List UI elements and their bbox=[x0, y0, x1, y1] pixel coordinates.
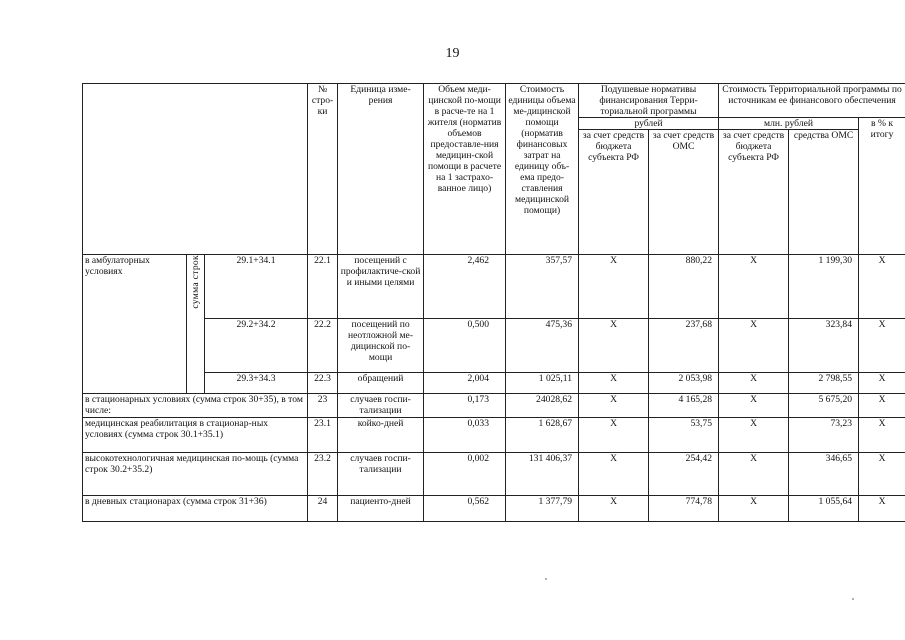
header-mln-rubles: млн. рублей bbox=[719, 118, 859, 130]
scan-speck bbox=[545, 578, 547, 580]
row-t-budget: X bbox=[719, 394, 789, 418]
row-cost: 24028,62 bbox=[506, 394, 579, 418]
row-volume: 0,562 bbox=[424, 496, 506, 522]
row-oms: 2 053,98 bbox=[649, 373, 719, 394]
row-t-budget: X bbox=[719, 453, 789, 496]
row-volume: 0,002 bbox=[424, 453, 506, 496]
row-volume: 2,004 bbox=[424, 373, 506, 394]
row-cost: 475,36 bbox=[506, 319, 579, 373]
row-t-oms: 323,84 bbox=[789, 319, 859, 373]
row-oms: 53,75 bbox=[649, 418, 719, 453]
header-per-capita: Подушевые нормативы финансирования Терри-ториальной программы bbox=[579, 84, 719, 118]
row-oms: 774,78 bbox=[649, 496, 719, 522]
header-row-1 bbox=[83, 84, 905, 118]
header-percent: в % к итогу bbox=[859, 118, 905, 255]
row-unit: пациенто-дней bbox=[338, 496, 424, 522]
vertical-label: сумма строк bbox=[190, 255, 201, 309]
page-number: 19 bbox=[445, 46, 460, 61]
header-t-budget: за счет средств бюджета субъекта РФ bbox=[719, 130, 789, 255]
financing-table bbox=[82, 83, 905, 522]
header-unit: Единица изме-рения bbox=[338, 84, 424, 255]
row-volume: 0,033 bbox=[424, 418, 506, 453]
row-oms: 237,68 bbox=[649, 319, 719, 373]
row-label: в дневных стационарах (сумма строк 31+36) bbox=[83, 496, 308, 522]
row-number: 23.2 bbox=[308, 453, 338, 496]
table-row bbox=[83, 418, 905, 453]
row-unit: койко-дней bbox=[338, 418, 424, 453]
table-row bbox=[83, 373, 905, 394]
row-number: 23.1 bbox=[308, 418, 338, 453]
row-budget: X bbox=[579, 418, 649, 453]
row-t-budget: X bbox=[719, 496, 789, 522]
header-territorial: Стоимость Территориальной программы по источникам ее финансового обеспечения bbox=[719, 84, 905, 118]
row-budget: X bbox=[579, 496, 649, 522]
row-label: в стационарных условиях (сумма строк 30+35), в том числе: bbox=[83, 394, 308, 418]
row-number: 23 bbox=[308, 394, 338, 418]
row-volume: 2,462 bbox=[424, 255, 506, 319]
row-volume: 0,500 bbox=[424, 319, 506, 373]
row-unit: посещений с профилактиче-ской и иными целями bbox=[338, 255, 424, 319]
row-label: высокотехнологичная медицинская по-мощь (сумма строк 30.2+35.2) bbox=[83, 453, 308, 496]
row-t-oms: 5 675,20 bbox=[789, 394, 859, 418]
table-row bbox=[83, 255, 905, 319]
row-oms: 254,42 bbox=[649, 453, 719, 496]
row-budget: X bbox=[579, 453, 649, 496]
row-t-budget: X bbox=[719, 255, 789, 319]
row-budget: X bbox=[579, 319, 649, 373]
row-unit: случаев госпи-тализации bbox=[338, 453, 424, 496]
row-t-budget: X bbox=[719, 319, 789, 373]
row-cost: 131 406,37 bbox=[506, 453, 579, 496]
row-pct: X bbox=[859, 453, 905, 496]
row-sum: 29.2+34.2 bbox=[205, 319, 308, 373]
row-budget: X bbox=[579, 255, 649, 319]
header-budget: за счет средств бюджета субъекта РФ bbox=[579, 130, 649, 255]
table-row bbox=[83, 394, 905, 418]
header-empty-cell bbox=[83, 84, 308, 255]
row-sum: 29.1+34.1 bbox=[205, 255, 308, 319]
row-label: в амбулаторных условиях bbox=[83, 255, 187, 394]
table-row bbox=[83, 453, 905, 496]
row-pct: X bbox=[859, 373, 905, 394]
row-label: медицинская реабилитация в стационар-ных условиях (сумма строк 30.1+35.1) bbox=[83, 418, 308, 453]
row-t-oms: 346,65 bbox=[789, 453, 859, 496]
row-unit: посещений по неотложной ме-дицинской по-мощи bbox=[338, 319, 424, 373]
row-budget: X bbox=[579, 373, 649, 394]
header-row-number: № стро-ки bbox=[308, 84, 338, 255]
header-cost: Стоимость единицы объема ме-дицинской помощи (норматив финансовых затрат на единицу объ-ема предо-ставления медицинской помощи) bbox=[506, 84, 579, 255]
row-budget: X bbox=[579, 394, 649, 418]
row-pct: X bbox=[859, 319, 905, 373]
row-pct: X bbox=[859, 394, 905, 418]
row-cost: 1 377,79 bbox=[506, 496, 579, 522]
row-oms: 4 165,28 bbox=[649, 394, 719, 418]
row-cost: 357,57 bbox=[506, 255, 579, 319]
scan-speck bbox=[852, 598, 854, 600]
row-number: 24 bbox=[308, 496, 338, 522]
row-volume: 0,173 bbox=[424, 394, 506, 418]
row-number: 22.2 bbox=[308, 319, 338, 373]
row-number: 22.1 bbox=[308, 255, 338, 319]
table-row bbox=[83, 319, 905, 373]
header-volume: Объем меди-цинской по-мощи в расче-те на 1 жителя (норматив объемов предоставле-ния медицин-ской помощи в расчете на 1 застрахо-ванное лицо) bbox=[424, 84, 506, 255]
row-cost: 1 628,67 bbox=[506, 418, 579, 453]
table-row bbox=[83, 496, 905, 522]
row-t-oms: 1 199,30 bbox=[789, 255, 859, 319]
row-unit: обращений bbox=[338, 373, 424, 394]
row-t-oms: 1 055,64 bbox=[789, 496, 859, 522]
row-pct: X bbox=[859, 255, 905, 319]
header-oms: за счет средств ОМС bbox=[649, 130, 719, 255]
row-unit: случаев госпи-тализации bbox=[338, 394, 424, 418]
header-rubles: рублей bbox=[579, 118, 719, 130]
row-t-oms: 2 798,55 bbox=[789, 373, 859, 394]
row-sum: 29.3+34.3 bbox=[205, 373, 308, 394]
row-t-budget: X bbox=[719, 418, 789, 453]
row-t-budget: X bbox=[719, 373, 789, 394]
row-t-oms: 73,23 bbox=[789, 418, 859, 453]
row-number: 22.3 bbox=[308, 373, 338, 394]
header-t-oms: средства ОМС bbox=[789, 130, 859, 255]
row-cost: 1 025,11 bbox=[506, 373, 579, 394]
row-group-label bbox=[187, 255, 205, 394]
row-pct: X bbox=[859, 496, 905, 522]
row-pct: X bbox=[859, 418, 905, 453]
row-oms: 880,22 bbox=[649, 255, 719, 319]
